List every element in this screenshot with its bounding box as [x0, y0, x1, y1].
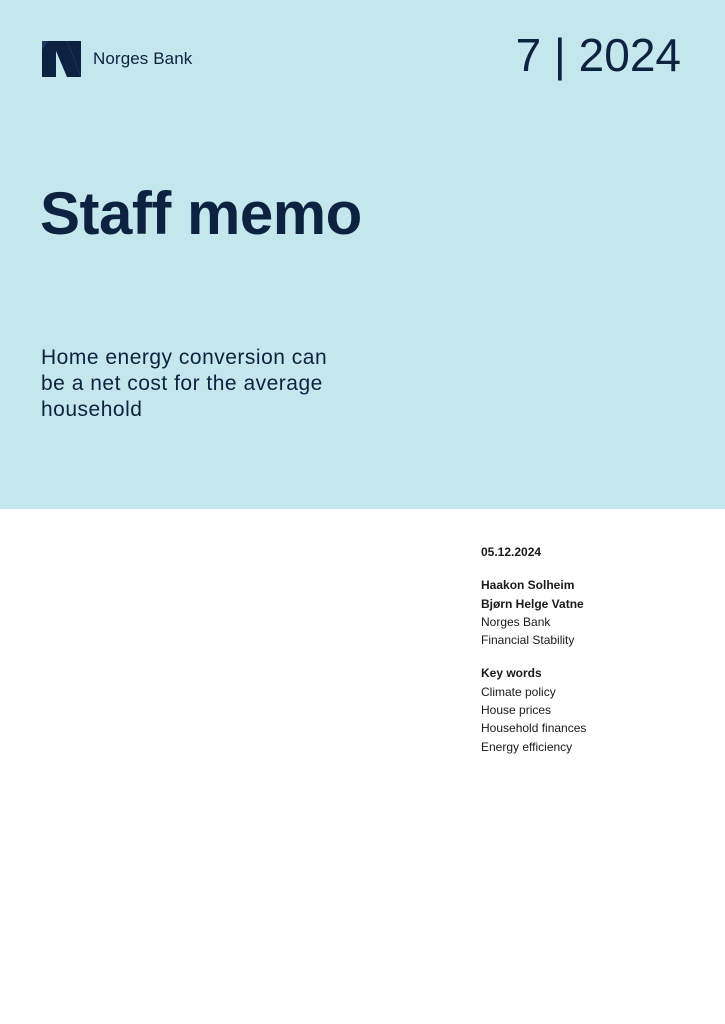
- cover-banner: [0, 0, 725, 509]
- brand-logo: [42, 41, 192, 77]
- norges-bank-logo-icon: [42, 41, 81, 77]
- keywords-heading: Key words: [481, 666, 542, 681]
- author-name: Bjørn Helge Vatne: [481, 596, 584, 611]
- issue-number: 7 | 2024: [515, 29, 681, 81]
- author-affiliation: Norges Bank: [481, 614, 551, 629]
- brand-name: Norges Bank: [93, 49, 193, 68]
- spacer: [481, 561, 701, 576]
- keyword-item: Energy efficiency: [481, 739, 573, 754]
- keyword-item: House prices: [481, 703, 552, 718]
- author-name: Haakon Solheim: [481, 578, 575, 593]
- memo-subtitle: Home energy conversion can be a net cost for the average household: [41, 346, 328, 421]
- publication-date: 05.12.2024: [481, 545, 542, 559]
- keyword-item: Household finances: [481, 721, 587, 736]
- spacer: [481, 649, 701, 664]
- page-title: Staff memo: [40, 180, 362, 247]
- keyword-item: Climate policy: [481, 684, 556, 699]
- memo-metadata: [481, 543, 701, 756]
- author-department: Financial Stability: [481, 633, 575, 648]
